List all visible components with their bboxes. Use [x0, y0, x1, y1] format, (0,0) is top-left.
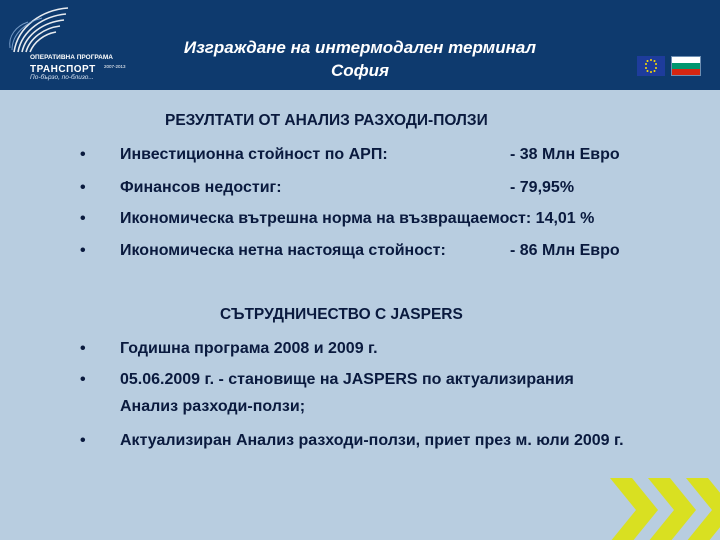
jaspers-heading: СЪТРУДНИЧЕСТВО С JASPERS	[220, 306, 463, 323]
item-label: 05.06.2009 г. - становище на JASPERS по актуализирания	[120, 371, 574, 388]
item-label: Актуализиран Анализ разходи-ползи, приет през м. юли 2009 г.	[120, 432, 624, 449]
logo-line-slogan: По-бързо, по-близо...	[30, 74, 94, 81]
bullet-icon: •	[80, 146, 86, 163]
item-label: Икономическа нетна настояща стойност:	[120, 242, 446, 259]
list-item	[0, 210, 720, 234]
list-item	[0, 179, 720, 203]
logo-line-program: ОПЕРАТИВНА ПРОГРАМА	[30, 54, 113, 61]
list-item	[0, 242, 720, 266]
chevron-decoration-icon	[600, 470, 720, 540]
results-heading: РЕЗУЛТАТИ ОТ АНАЛИЗ РАЗХОДИ-ПОЛЗИ	[165, 112, 488, 129]
logo-line-transport: ТРАНСПОРТ	[30, 64, 96, 75]
list-item	[0, 371, 720, 395]
item-label: Инвестиционна стойност по АРП:	[120, 146, 388, 163]
item-label: Икономическа вътрешна норма на възвращаемост: 14,01 %	[120, 210, 595, 227]
eu-flag-icon	[637, 56, 665, 76]
item-value: - 38 Млн Евро	[510, 146, 620, 163]
bullet-icon: •	[80, 242, 86, 259]
op-transport-logo	[6, 4, 136, 86]
item-label: Финансов недостиг:	[120, 179, 282, 196]
slide-title	[150, 36, 570, 82]
bullet-icon: •	[80, 340, 86, 357]
item-label: Годишна програма 2008 и 2009 г.	[120, 340, 378, 357]
header-bar	[0, 0, 720, 90]
list-item	[0, 432, 720, 456]
bullet-icon: •	[80, 371, 86, 388]
bullet-icon: •	[80, 179, 86, 196]
item-value: - 79,95%	[510, 179, 575, 196]
item-label-continuation: Анализ разходи-ползи;	[120, 398, 306, 415]
bulgaria-flag-icon	[671, 56, 701, 76]
bullet-icon: •	[80, 210, 86, 227]
list-item	[0, 340, 720, 364]
logo-period: 2007-2013	[104, 64, 126, 69]
item-value: - 86 Млн Евро	[510, 242, 620, 259]
slide-title-line2: София	[330, 61, 390, 80]
list-item	[0, 146, 720, 170]
slide-title-line1: Изграждане на интермодален терминал	[183, 38, 537, 57]
list-item-continuation	[0, 398, 720, 422]
bullet-icon: •	[80, 432, 86, 449]
